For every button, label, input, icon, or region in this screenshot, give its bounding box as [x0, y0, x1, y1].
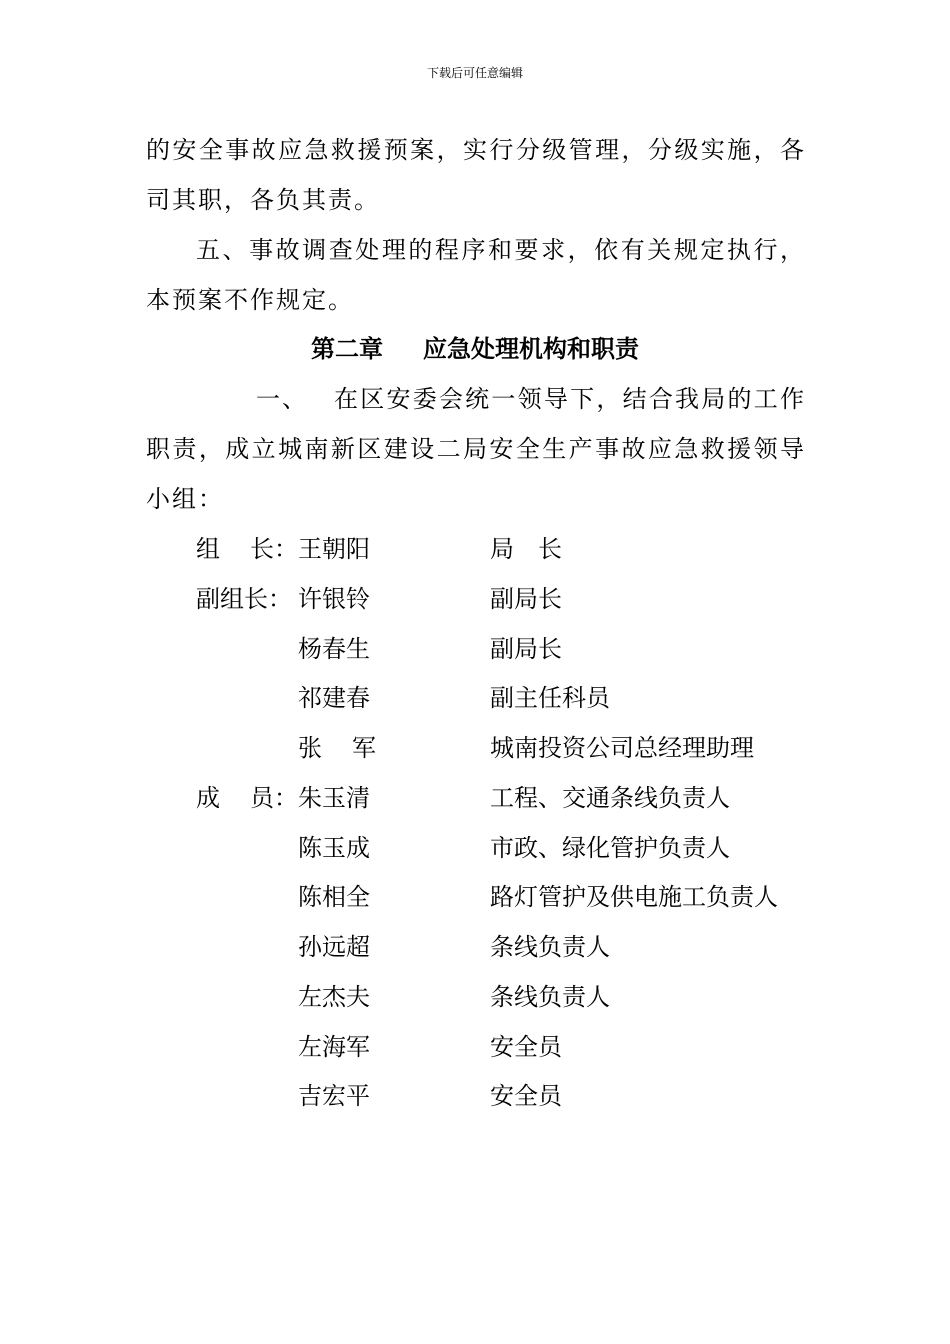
chapter-title: 应急处理机构和职责	[423, 334, 639, 363]
person-name: 左海军	[298, 1033, 370, 1061]
person-title: 工程、交通条线负责人	[490, 784, 730, 812]
paragraph-line-1: 的安全事故应急救援预案，实行分级管理，分级实施，各	[146, 136, 804, 164]
section-line-2: 职责，成立城南新区建设二局安全生产事故应急救援领导	[146, 435, 804, 463]
paragraph-line-3: 五、事故调查处理的程序和要求，依有关规定执行，	[196, 236, 804, 264]
section-line-3: 小组：	[146, 485, 224, 513]
person-name: 杨春生	[298, 635, 370, 663]
role-leader: 组 长：	[196, 535, 298, 563]
person-name: 许银铃	[298, 585, 370, 613]
person-name: 陈相全	[298, 883, 370, 911]
role-deputy: 副组长：	[196, 585, 292, 613]
person-title: 安全员	[490, 1033, 562, 1061]
person-name: 朱玉清	[298, 784, 370, 812]
person-name: 孙远超	[298, 933, 370, 961]
section-line-1: 在区安委会统一领导下，结合我局的工作	[334, 385, 804, 413]
person-name: 王朝阳	[298, 535, 370, 563]
person-name: 吉宏平	[298, 1082, 370, 1110]
person-title: 副局长	[490, 585, 562, 613]
person-title: 条线负责人	[490, 983, 610, 1011]
paragraph-line-4: 本预案不作规定。	[146, 286, 354, 314]
paragraph-line-2: 司其职，各负其责。	[146, 186, 380, 214]
role-member: 成 员：	[196, 784, 298, 812]
person-title: 局 长	[490, 535, 562, 563]
chapter-number: 第二章	[311, 334, 383, 363]
person-title: 城南投资公司总经理助理	[490, 734, 754, 762]
person-title: 副主任科员	[490, 684, 610, 712]
person-name: 张 军	[298, 734, 376, 762]
page-header: 下载后可任意编辑	[426, 66, 523, 80]
person-name: 陈玉成	[298, 834, 370, 862]
person-title: 市政、绿化管护负责人	[490, 834, 730, 862]
person-title: 条线负责人	[490, 933, 610, 961]
chapter-heading	[0, 334, 950, 363]
person-title: 路灯管护及供电施工负责人	[490, 883, 778, 911]
person-title: 副局长	[490, 635, 562, 663]
person-name: 左杰夫	[298, 983, 370, 1011]
section-marker: 一、	[256, 385, 308, 413]
person-title: 安全员	[490, 1082, 562, 1110]
person-name: 祁建春	[298, 684, 370, 712]
